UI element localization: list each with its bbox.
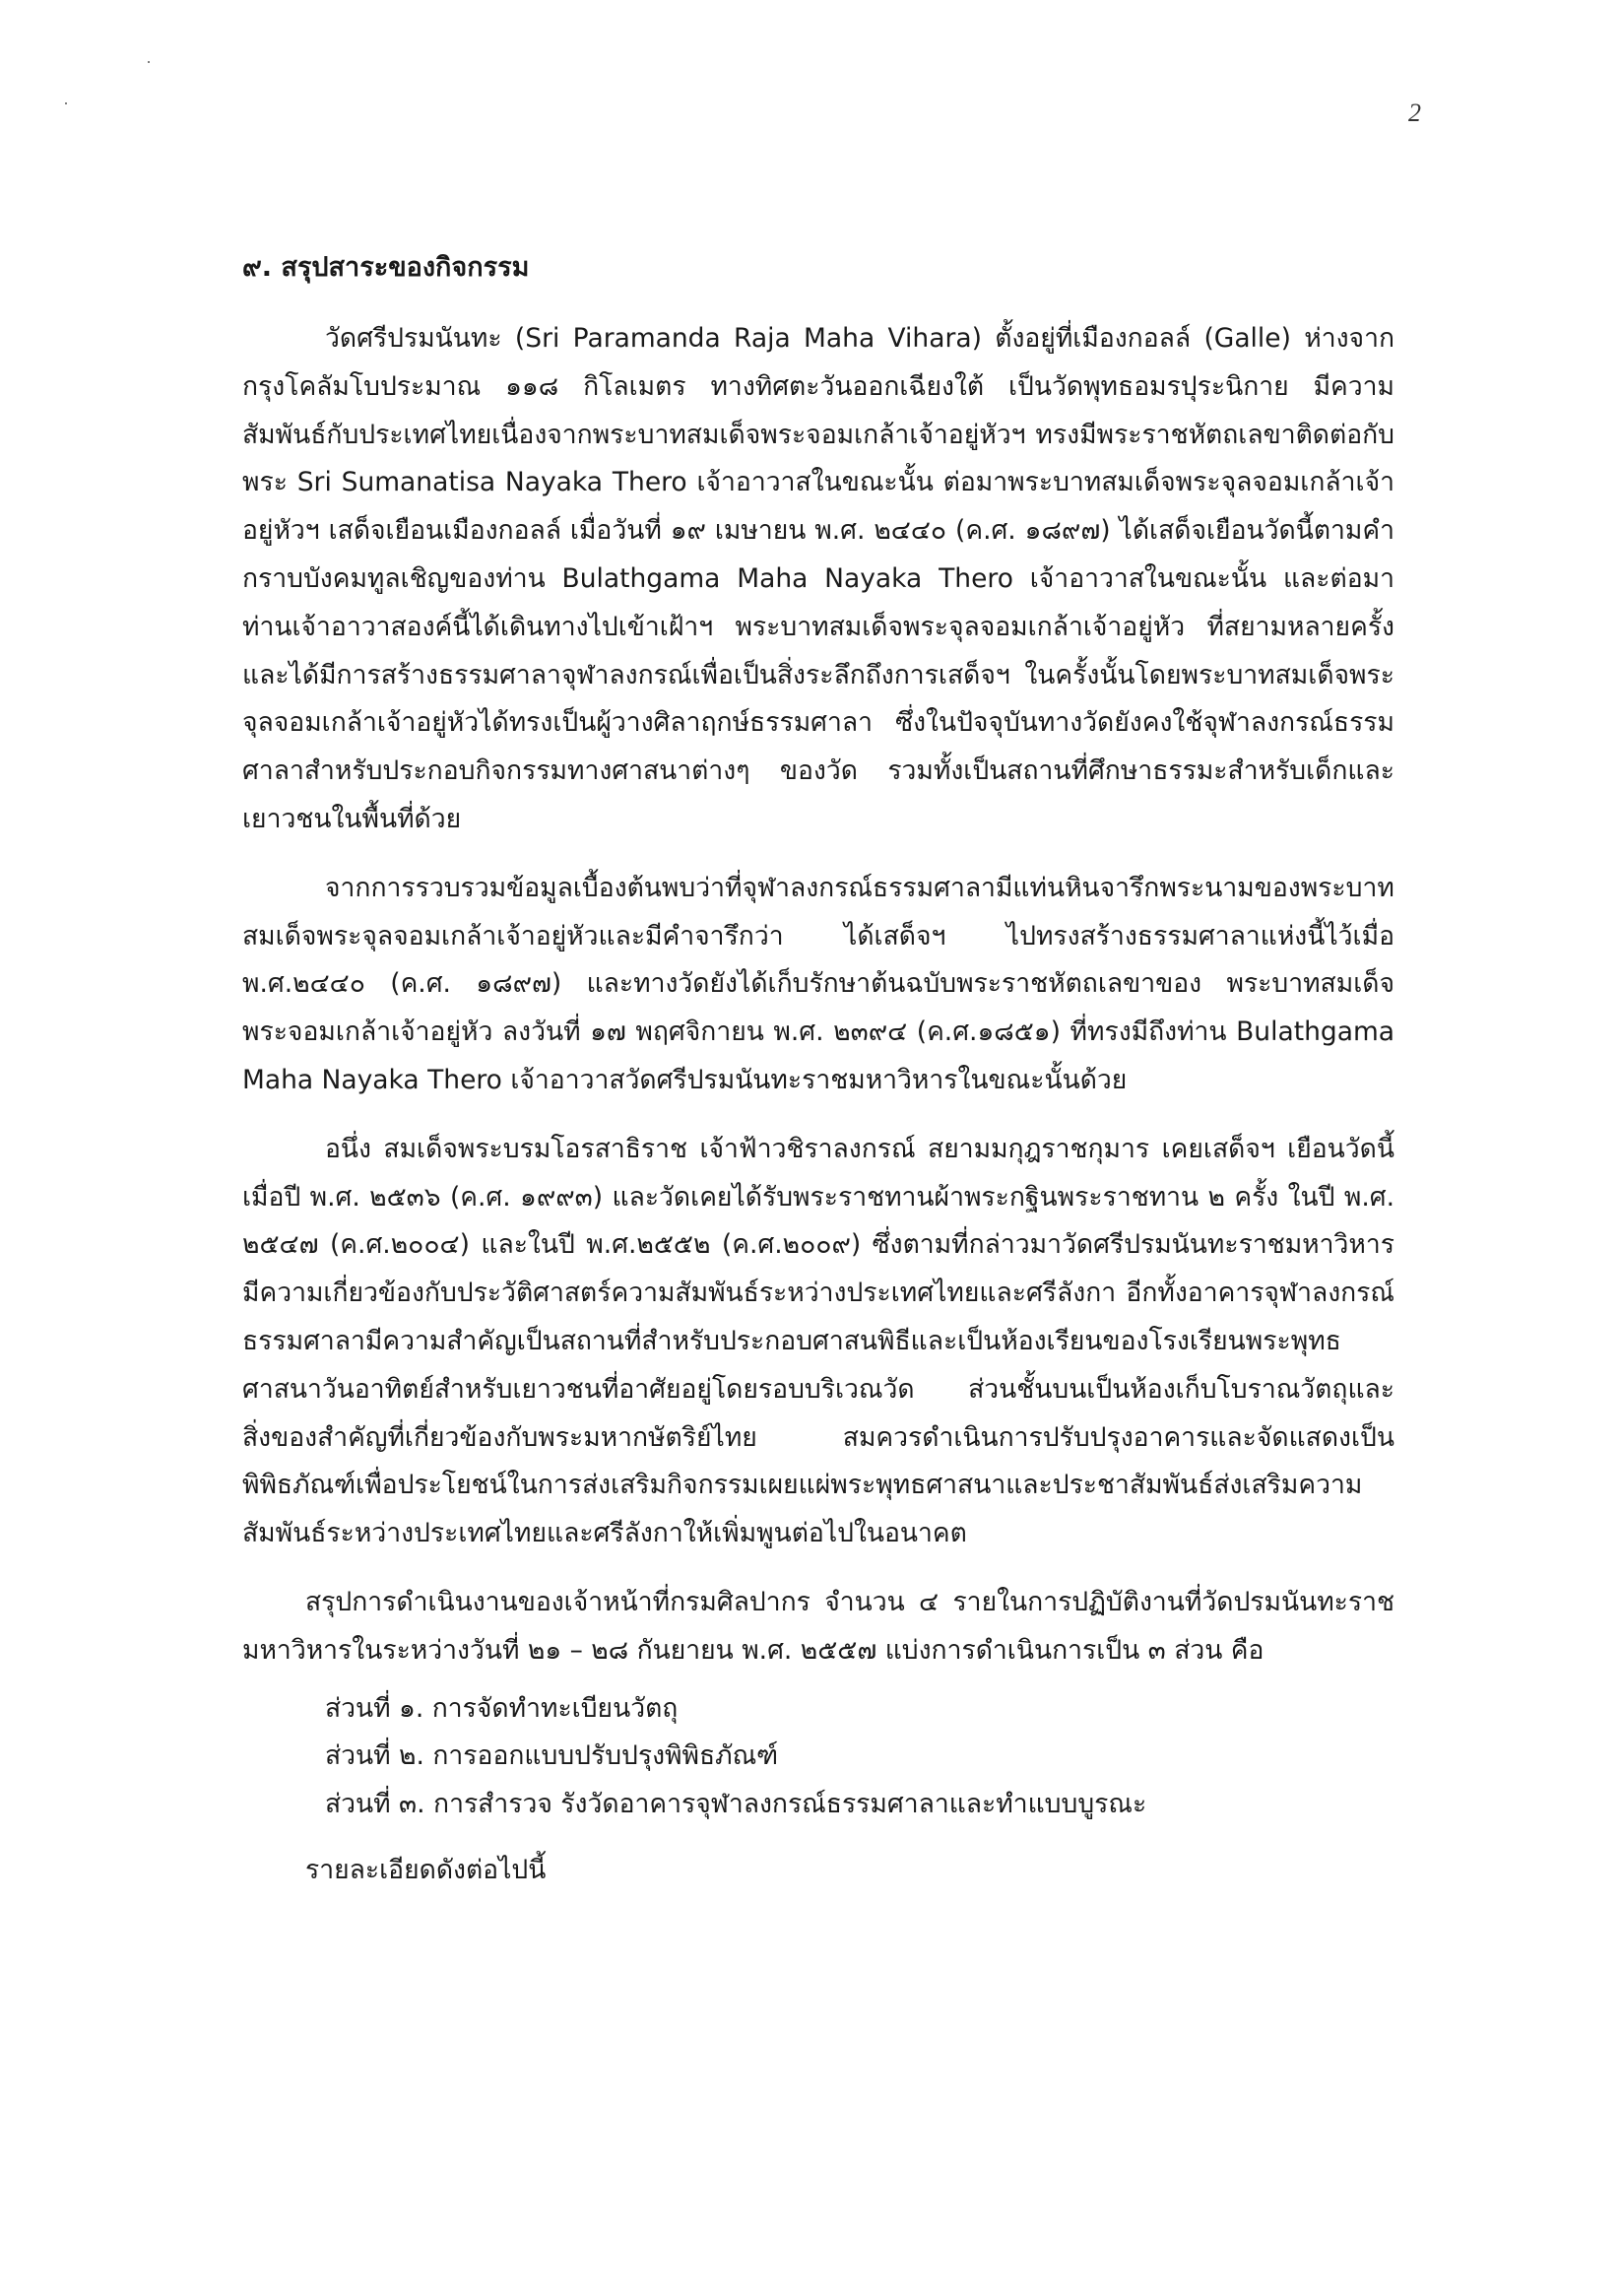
document-body <box>242 246 1394 1895</box>
scan-speck <box>65 102 67 104</box>
paragraph-temple-history: วัดศรีปรมนันทะ (Sri Paramanda Raja Maha Vihara) ตั้งอยู่ที่เมืองกอลล์ (Galle) ห่างจากกรุงโคลัมโบประมาณ ๑๑๘ กิโลเมตร ทางทิศตะวันออกเฉียงใต้ เป็นวัดพุทธอมรปุระนิกาย มีความสัมพันธ์กับประเทศไทยเนื่องจากพระบาทสมเด็จพระจอมเกล้าเจ้าอยู่หัวฯ ทรงมีพระราชหัตถเลขาติดต่อกับพระ Sri Sumanatisa Nayaka Thero เจ้าอาวาสในขณะนั้น ต่อมาพระบาทสมเด็จพระจุลจอมเกล้าเจ้าอยู่หัวฯ เสด็จเยือนเมืองกอลล์ เมื่อวันที่ ๑๙ เมษายน พ.ศ. ๒๔๔๐ (ค.ศ. ๑๘๙๗) ได้เสด็จเยือนวัดนี้ตามคำกราบบังคมทูลเชิญของท่าน Bulathgama Maha Nayaka Thero เจ้าอาวาสในขณะนั้น และต่อมา ท่านเจ้าอาวาสองค์นี้ได้เดินทางไปเข้าเฝ้าฯ พระบาทสมเด็จพระจุลจอมเกล้าเจ้าอยู่หัว ที่สยามหลายครั้ง และได้มีการสร้างธรรมศาลาจุฬาลงกรณ์เพื่อเป็นสิ่งระลึกถึงการเสด็จฯ ในครั้งนั้นโดยพระบาทสมเด็จพระจุลจอมเกล้าเจ้าอยู่หัวได้ทรงเป็นผู้วางศิลาฤกษ์ธรรมศาลา ซึ่งในปัจจุบันทางวัดยังคงใช้จุฬาลงกรณ์ธรรมศาลาสำหรับประกอบกิจกรรมทางศาสนาต่างๆ ของวัด รวมทั้งเป็นสถานที่ศึกษาธรรมะสำหรับเด็กและเยาวชนในพื้นที่ด้วย <box>242 323 1394 834</box>
paragraph-work-summary: สรุปการดำเนินงานของเจ้าหน้าที่กรมศิลปากร จำนวน ๔ รายในการปฏิบัติงานที่วัดปรมนันทะราชมหาวิหารในระหว่างวันที่ ๒๑ – ๒๘ กันยายน พ.ศ. ๒๕๕๗ แบ่งการดำเนินการเป็น ๓ ส่วน คือ <box>242 1586 1394 1666</box>
paragraph-royal-visits: อนึ่ง สมเด็จพระบรมโอรสาธิราช เจ้าฟ้าวชิราลงกรณ์ สยามมกุฎราชกุมาร เคยเสด็จฯ เยือนวัดนี้เมื่อปี พ.ศ. ๒๕๓๖ (ค.ศ. ๑๙๙๓) และวัดเคยได้รับพระราชทานผ้าพระกฐินพระราชทาน ๒ ครั้ง ในปี พ.ศ. ๒๕๔๗ (ค.ศ.๒๐๐๔) และในปี พ.ศ.๒๕๕๒ (ค.ศ.๒๐๐๙) ซึ่งตามที่กล่าวมาวัดศรีปรมนันทะราชมหาวิหารมีความเกี่ยวข้องกับประวัติศาสตร์ความสัมพันธ์ระหว่างประเทศไทยและศรีลังกา อีกทั้งอาคารจุฬาลงกรณ์ธรรมศาลามีความสำคัญเป็นสถานที่สำหรับประกอบศาสนพิธีและเป็นห้องเรียนของโรงเรียนพระพุทธศาสนาวันอาทิตย์สำหรับเยาวชนที่อาศัยอยู่โดยรอบบริเวณวัด ส่วนชั้นบนเป็นห้องเก็บโบราณวัตถุและสิ่งของสำคัญที่เกี่ยวข้องกับพระมหากษัตริย์ไทย สมควรดำเนินการปรับปรุงอาคารและจัดแสดงเป็นพิพิธภัณฑ์เพื่อประโยชน์ในการส่งเสริมกิจกรรมเผยแผ่พระพุทธศาสนาและประชาสัมพันธ์ส่งเสริมความสัมพันธ์ระหว่างประเทศไทยและศรีลังกาให้เพิ่มพูนต่อไปในอนาคต <box>242 1133 1394 1549</box>
page-number: 2 <box>1408 98 1421 127</box>
scan-speck <box>148 61 150 63</box>
paragraph-inscription: จากการรวบรวมข้อมูลเบื้องต้นพบว่าที่จุฬาลงกรณ์ธรรมศาลามีแท่นหินจารึกพระนามของพระบาทสมเด็จพระจุลจอมเกล้าเจ้าอยู่หัวและมีคำจารึกว่า ได้เสด็จฯ ไปทรงสร้างธรรมศาลาแห่งนี้ไว้เมื่อ พ.ศ.๒๔๔๐ (ค.ศ. ๑๘๙๗) และทางวัดยังได้เก็บรักษาต้นฉบับพระราชหัตถเลขาของ พระบาทสมเด็จพระจอมเกล้าเจ้าอยู่หัว ลงวันที่ ๑๗ พฤศจิกายน พ.ศ. ๒๓๙๔ (ค.ศ.๑๘๕๑) ที่ทรงมีถึงท่าน Bulathgama Maha Nayaka Thero เจ้าอาวาสวัดศรีปรมนันทะราชมหาวิหารในขณะนั้นด้วย <box>242 872 1394 1095</box>
list-item-part-3: ส่วนที่ ๓. การสำรวจ รังวัดอาคารจุฬาลงกรณ์ธรรมศาลาและทำแบบบูรณะ <box>325 1789 1147 1820</box>
list-item-part-2: ส่วนที่ ๒. การออกแบบปรับปรุงพิพิธภัณฑ์ <box>325 1740 779 1772</box>
parts-list <box>242 1685 1394 1829</box>
list-item-part-1: ส่วนที่ ๑. การจัดทำทะเบียนวัตถุ <box>325 1692 679 1724</box>
closing-line: รายละเอียดดังต่อไปนี้ <box>305 1854 547 1885</box>
section-heading: ๙. สรุปสาระของกิจกรรม <box>242 252 530 283</box>
